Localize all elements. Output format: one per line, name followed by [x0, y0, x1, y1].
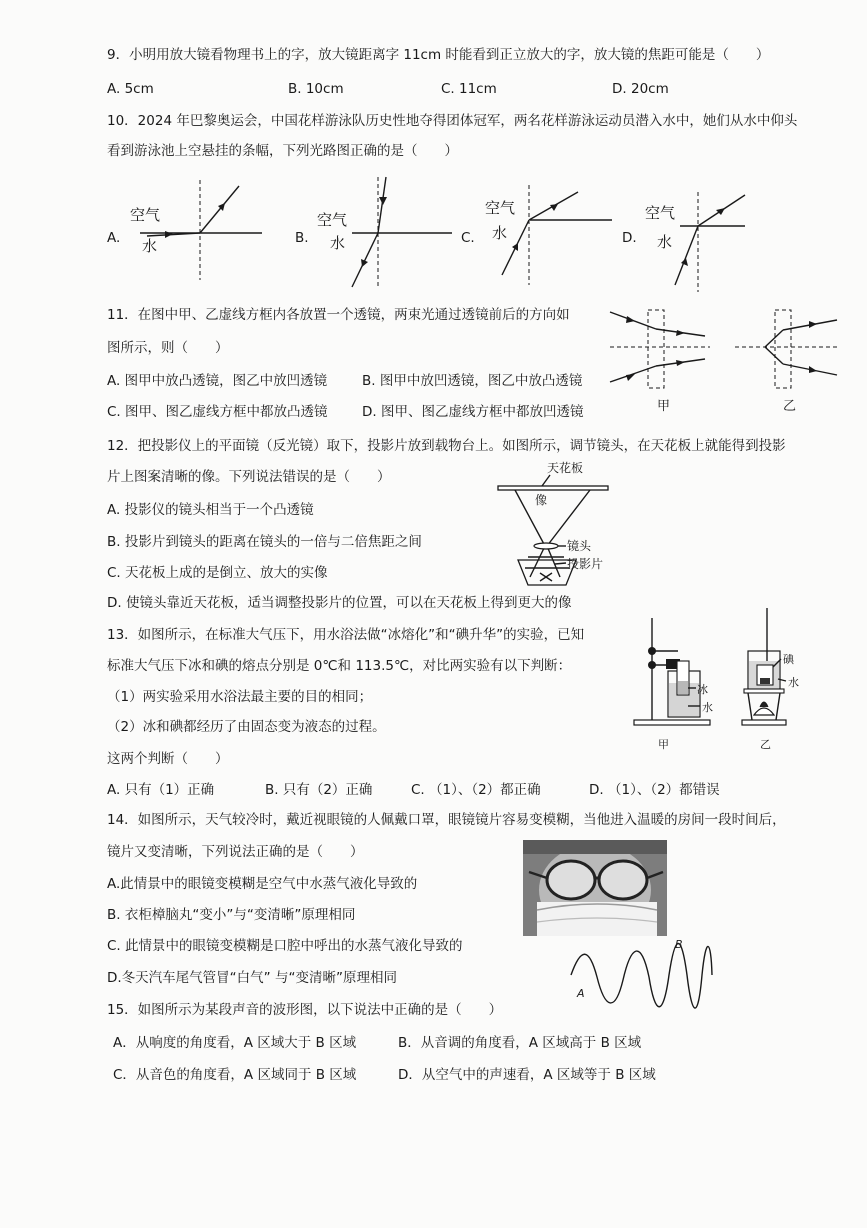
q15-waveform [565, 935, 715, 1025]
fig-water-label-2: 水 [788, 676, 799, 689]
q12-option-b: B. 投影片到镜头的距离在镜头的一倍与二倍焦距之间 [107, 534, 422, 550]
q11-lens-figure [605, 302, 855, 417]
q10-option-a-letter: A. [107, 230, 121, 246]
q12-option-a: A. 投影仪的镜头相当于一个凸透镜 [107, 502, 314, 518]
q9-option-d: D. 20cm [612, 81, 669, 97]
water-label: 水 [492, 224, 508, 242]
q10-diagram-a [125, 178, 270, 283]
q10-option-d-letter: D. [622, 230, 637, 246]
q13-stem-line2: 标准大气压下冰和碘的熔点分别是 0℃和 113.5℃，对比两实验有以下判断： [107, 658, 572, 674]
q14-stem-line2: 镜片又变清晰，下列说法正确的是（ ） [107, 844, 364, 860]
q12-stem-line2: 片上图案清晰的像。下列说法错误的是（ ） [107, 469, 391, 485]
q13-option-a: A. 只有（1）正确 [107, 782, 215, 798]
q10-option-c-letter: C. [461, 230, 475, 246]
fig-water-label: 水 [702, 701, 713, 714]
fig-slide-label: 投影片 [567, 557, 604, 571]
fig-label-jia: 甲 [658, 738, 669, 751]
q11-option-a: A. 图甲中放凸透镜，图乙中放凹透镜 [107, 373, 328, 389]
q9-option-c: C. 11cm [441, 81, 497, 97]
fogged-glasses-photo [523, 840, 667, 936]
q10-diagram-b [312, 175, 457, 295]
fig-label-jia: 甲 [657, 399, 671, 414]
air-label: 空气 [317, 211, 348, 229]
q12-option-c: C. 天花板上成的是倒立、放大的实像 [107, 565, 328, 581]
q12-stem-line1: 12．把投影仪上的平面镜（反光镜）取下，投影片放到载物台上。如图所示，调节镜头，在天花板上就能得到投影 [107, 438, 786, 454]
q13-judgement-1: （1）两实验采用水浴法最主要的目的相同； [107, 689, 373, 705]
fig-label-yi: 乙 [783, 399, 797, 414]
water-label: 水 [657, 233, 673, 251]
q14-stem-line1: 14．如图所示，天气较冷时，戴近视眼镜的人佩戴口罩，眼镜镜片容易变模糊，当他进入温暖的房间一段时间后， [107, 812, 786, 828]
q10-diagram-d [640, 190, 755, 295]
q13-stem-line1: 13．如图所示，在标准大气压下，用水浴法做“冰熔化”和“碘升华”的实验，已知 [107, 627, 585, 643]
q9-option-a: A. 5cm [107, 81, 154, 97]
q15-option-a: A．从响度的角度看，A 区域大于 B 区域 [113, 1035, 357, 1051]
q10-stem-line2: 看到游泳池上空悬挂的条幅，下列光路图正确的是（ ） [107, 143, 458, 159]
air-label: 空气 [485, 199, 516, 217]
q11-option-b: B. 图甲中放凹透镜，图乙中放凸透镜 [362, 373, 583, 389]
q12-option-d: D. 使镜头靠近天花板，适当调整投影片的位置，可以在天花板上得到更大的像 [107, 595, 572, 611]
q11-stem-line2: 图所示，则（ ） [107, 340, 229, 356]
q13-option-c: C. （1）、（2）都正确 [411, 782, 541, 798]
fig-iodine-label: 碘 [783, 653, 794, 666]
q13-question: 这两个判断（ ） [107, 751, 229, 767]
fig-label-yi: 乙 [760, 738, 771, 751]
q9-stem: 9．小明用放大镜看物理书上的字，放大镜距离字 11cm 时能看到正立放大的字，放大镜的焦距可能是（ ） [107, 47, 770, 63]
q15-option-b: B．从音调的角度看，A 区域高于 B 区域 [398, 1035, 642, 1051]
q9-option-b: B. 10cm [288, 81, 344, 97]
q14-option-a: A.此情景中的眼镜变模糊是空气中水蒸气液化导致的 [107, 876, 418, 892]
q14-option-c: C. 此情景中的眼镜变模糊是口腔中呼出的水蒸气液化导致的 [107, 938, 463, 954]
q13-experiment-figure [630, 603, 800, 758]
q10-option-b-letter: B. [295, 230, 309, 246]
q13-option-b: B. 只有（2）正确 [265, 782, 373, 798]
fig-ceiling-label: 天花板 [547, 461, 584, 475]
water-label: 水 [330, 234, 346, 252]
fig-ice-label: 冰 [697, 683, 708, 696]
fig-a-label: A [577, 987, 585, 1000]
q15-option-c: C．从音色的角度看，A 区域同于 B 区域 [113, 1067, 357, 1083]
air-label: 空气 [130, 206, 161, 224]
q10-diagram-c [480, 180, 615, 290]
q14-option-d: D.冬天汽车尾气管冒“白气” 与“变清晰”原理相同 [107, 970, 397, 986]
water-label: 水 [142, 237, 158, 255]
q10-stem-line1: 10．2024 年巴黎奥运会，中国花样游泳队历史性地夺得团体冠军，两名花样游泳运动员潜入水中，她们从水中仰头 [107, 113, 798, 129]
q12-projector-figure [490, 460, 630, 595]
fig-lens-label: 镜头 [567, 539, 592, 553]
q11-option-d: D. 图甲、图乙虚线方框中都放凹透镜 [362, 404, 584, 420]
q11-stem-line1: 11．在图中甲、乙虚线方框内各放置一个透镜，两束光通过透镜前后的方向如 [107, 307, 570, 323]
q15-stem: 15．如图所示为某段声音的波形图，以下说法中正确的是（ ） [107, 1002, 503, 1018]
q13-judgement-2: （2）冰和碘都经历了由固态变为液态的过程。 [107, 719, 386, 735]
air-label: 空气 [645, 204, 676, 222]
q13-option-d: D. （1）、（2）都错误 [589, 782, 720, 798]
fig-b-label: B [675, 938, 683, 951]
q11-option-c: C. 图甲、图乙虚线方框中都放凸透镜 [107, 404, 328, 420]
q14-option-b: B. 衣柜樟脑丸“变小”与“变清晰”原理相同 [107, 907, 356, 923]
fig-image-label: 像 [535, 493, 548, 507]
q15-option-d: D．从空气中的声速看，A 区域等于 B 区域 [398, 1067, 656, 1083]
